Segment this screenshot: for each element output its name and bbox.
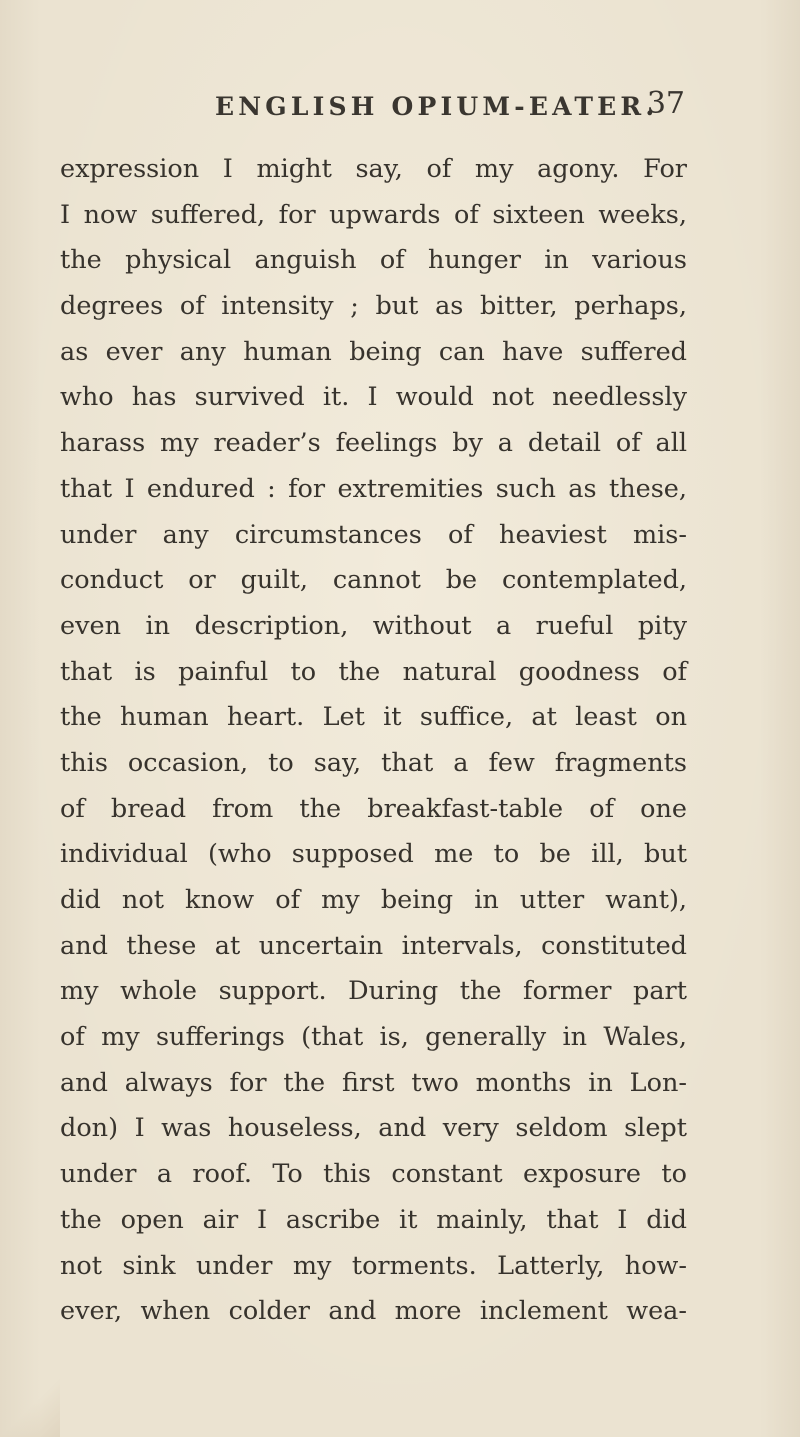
text-line: under any circumstances of heaviest mis- [60, 519, 687, 550]
text-line: not sink under my torments. Latterly, how- [60, 1250, 687, 1281]
text-line: did not know of my being in utter want), [60, 885, 687, 915]
text-line: degrees of intensity ; but as bitter, perhaps, [60, 291, 687, 322]
text-line: as ever any human being can have suffered [60, 336, 687, 367]
text-line: of my sufferings (that is, generally in Wales, [60, 1022, 687, 1053]
page-corner-shadow [0, 1347, 60, 1437]
running-title: ENGLISH OPIUM-EATER. [215, 92, 659, 121]
text-line: I now suffered, for upwards of sixteen weeks, [60, 199, 687, 230]
page-number: 37 [646, 86, 685, 121]
body-paragraph [60, 147, 687, 1335]
text-line: the human heart. Let it suffice, at least on [60, 702, 687, 733]
text-line: individual (who supposed me to be ill, but [60, 839, 687, 870]
text-line: of bread from the breakfast-table of one [60, 793, 687, 824]
text-line: the physical anguish of hunger in various [60, 245, 687, 276]
text-line: that is painful to the natural goodness of [60, 656, 687, 687]
text-line: ever, when colder and more inclement wea- [60, 1296, 687, 1327]
text-line: don) I was houseless, and very seldom slept [60, 1113, 687, 1144]
text-line: who has survived it. I would not needlessly [60, 382, 687, 413]
text-line: under a roof. To this constant exposure to [60, 1159, 687, 1190]
running-head [215, 86, 685, 126]
text-line: the open air I ascribe it mainly, that I did [60, 1204, 687, 1235]
text-line: my whole support. During the former part [60, 976, 687, 1007]
text-line: and these at uncertain intervals, constituted [60, 930, 687, 961]
text-line: even in description, without a rueful pity [60, 610, 687, 641]
text-line: this occasion, to say, that a few fragments [60, 747, 687, 778]
text-line: conduct or guilt, cannot be contemplated, [60, 565, 687, 596]
text-line: and always for the first two months in Lon- [60, 1067, 687, 1098]
text-line: harass my reader’s feelings by a detail of all [60, 428, 687, 459]
text-line: expression I might say, of my agony. For [60, 154, 687, 184]
text-line: that I endured : for extremities such as these, [60, 473, 687, 504]
